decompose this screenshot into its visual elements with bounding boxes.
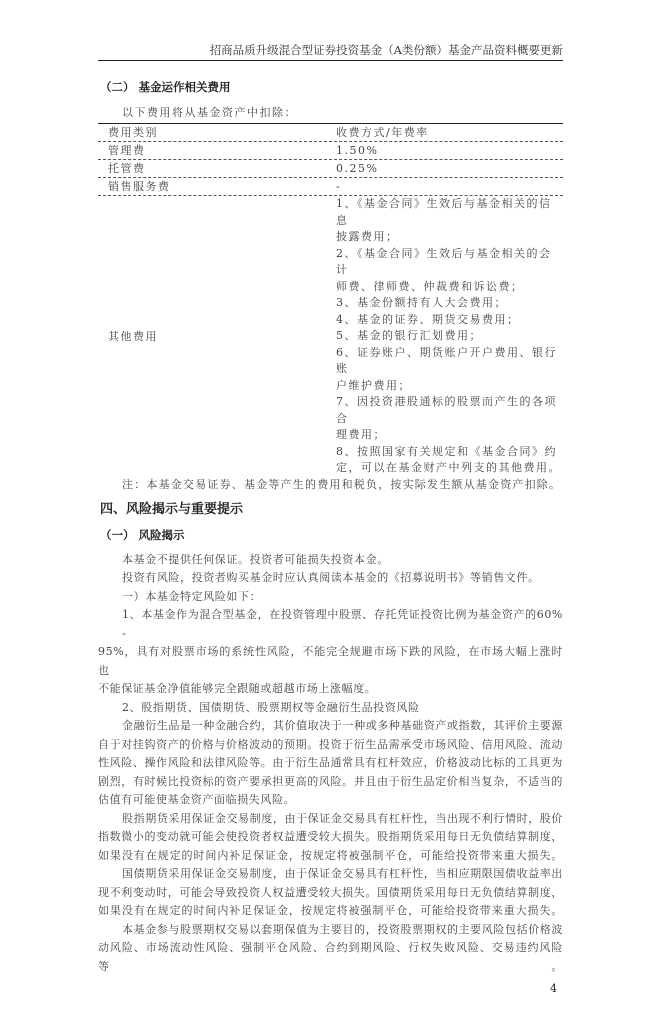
body-line: 一）本基金特定风险如下： [122, 589, 262, 603]
fee-type: 其他费用 [108, 329, 158, 343]
fee-type: 销售服务费 [108, 180, 171, 193]
table-row [98, 160, 563, 178]
body-line: 不能保证基金净值能够完全跟随或超越市场上涨幅度。 [98, 682, 377, 695]
other-fee-line: 师费、律师费、仲裁费和诉讼费； [336, 279, 524, 293]
other-fee-line: 4、基金的证券、期货交易费用； [336, 312, 520, 326]
other-fee-line: 3、基金份额持有人大会费用； [336, 296, 507, 309]
other-fees-list [336, 196, 563, 477]
body-line: 现不利变动时，可能会导致投资人权益遭受较大损失。国债期货采用每日无负债结算制度， [98, 885, 563, 899]
other-fee-line: 8、按照国家有关规定和《基金合同》约 [336, 444, 557, 458]
body-line: 95%，具有对股票市场的系统性风险，不能完全规避市场下跌的风险，在市场大幅上涨时也 [98, 645, 563, 677]
body-line: 金融衍生品是一种金融合约，其价值取决于一种或多种基础资产或指数，其评价主要源 [122, 719, 563, 732]
body-line: 股指期货采用保证金交易制度，由于保证金交易具有杠杆性，当出现不利行情时，股价 [122, 811, 563, 825]
body-line: 动风险、市场流动性风险、强制平仓风险、合约到期风险、行权失败风险、交易违约风险等。 [98, 941, 563, 973]
other-fee-line: 7、因投资港股通标的股票而产生的各项合 [336, 395, 557, 425]
other-fee-line: 2、《基金合同》生效后与基金相关的会计 [336, 246, 552, 276]
fee-type: 托管费 [108, 162, 146, 175]
body-line: 指数微小的变动就可能会使投资者权益遭受较大损失。股指期货采用每日无负债结算制度， [98, 830, 563, 843]
running-header: 招商品质升级混合型证券投资基金（A类份额）基金产品资料概要更新 [98, 42, 563, 61]
other-fee-line: 定，可以在基金财产中列支的其他费用。 [336, 461, 561, 474]
body-line: 2、股指期货、国债期货、股票期权等金融衍生品投资风险 [122, 700, 420, 714]
body-line: 估值有可能使基金资产面临损失风险。 [98, 793, 296, 806]
body-line: 性风险、操作风险和法律风险等。由于衍生品通常具有杠杆效应，价格波动比标的工具更为 [98, 756, 563, 769]
body-line: 如果没有在规定的时间内补足保证金，按规定将被强制平仓，可能给投资带来重大损失。 [98, 848, 563, 862]
fee-type: 管理费 [108, 144, 146, 157]
fee-rate: 1.50% [336, 144, 379, 157]
body-line: 国债期货采用保证金交易制度，由于保证金交易具有杠杆性，当相应期限国债收益率出 [122, 867, 563, 880]
document-page [98, 0, 563, 1036]
body-line: 本基金参与股票期权交易以套期保值为主要目的，投资股票期权的主要风险包括价格波 [122, 922, 563, 936]
page-number: 4 [550, 982, 557, 995]
table-row-other [98, 196, 563, 477]
subheading-risk: （一） 风险揭示 [100, 527, 185, 542]
other-fee-line: 理费用； [336, 428, 386, 441]
fee-rate: - [336, 180, 342, 193]
other-fee-line: 披露费用； [336, 230, 399, 243]
fees-note: 注：本基金交易证券、基金等产生的费用和税负，按实际发生额从基金资产扣除。 [122, 477, 562, 491]
body-line: 投资有风险，投资者购买基金时应认真阅读本基金的《招募说明书》等销售文件。 [122, 571, 540, 584]
column-header-rate: 收费方式/年费率 [336, 126, 429, 139]
body-line: 自于对挂钩资产的价格与价格波动的预期。投资于衍生品需承受市场风险、信用风险、流动 [98, 737, 563, 751]
body-line: 如果没有在规定的时间内补足保证金，按规定将被强制平仓，可能给投资带来重大损失。 [98, 904, 563, 917]
section-heading-risk: 四、风险揭示与重要提示 [100, 501, 244, 517]
table-row [98, 178, 563, 196]
other-fee-line: 户维护费用； [336, 378, 411, 392]
other-fee-line: 5、基金的银行汇划费用； [336, 329, 482, 342]
fees-table [98, 123, 563, 477]
fees-intro: 以下费用将从基金资产中扣除： [122, 106, 297, 119]
other-fee-line: 6、证券账户、期货账户开户费用、银行账 [336, 345, 557, 375]
body-line: 本基金不提供任何保证。投资者可能损失投资本金。 [122, 552, 389, 566]
other-fee-line: 1、《基金合同》生效后与基金相关的信息 [336, 197, 552, 227]
table-row [98, 142, 563, 160]
section-heading-fees: （二） 基金运作相关费用 [100, 80, 231, 94]
fee-rate: 0.25% [336, 162, 379, 175]
table-header-row [98, 124, 563, 142]
column-header-type: 费用类别 [108, 126, 158, 139]
risk-body [98, 551, 563, 977]
body-line: 1、本基金作为混合型基金，在投资管理中股票、存托凭证投资比例为基金资产的60%- [122, 608, 563, 640]
body-line: 剧烈，有时候比投资标的资产要承担更高的风险。并且由于衍生品定价相当复杂，不适当的 [98, 774, 563, 788]
